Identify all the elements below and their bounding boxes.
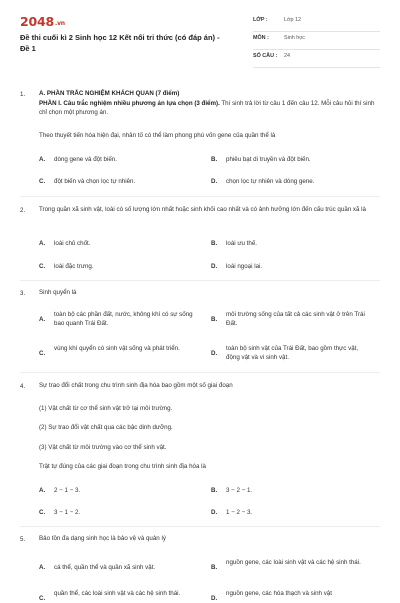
- option-text: loài ưu thế.: [226, 240, 257, 247]
- option-label: D.: [211, 263, 218, 270]
- option-label: C.: [39, 595, 46, 602]
- divider: [20, 372, 380, 373]
- option-text: loài ngoại lai.: [226, 263, 263, 270]
- option-text: 3 − 1 − 2.: [54, 509, 81, 516]
- meta-row-class: [253, 14, 380, 32]
- option-text: 1 − 2 − 3.: [226, 509, 253, 516]
- meta-value: 24: [284, 53, 290, 59]
- option-label: C.: [39, 178, 46, 185]
- option-text: toàn bộ sinh vật của Trái Đất, bao gồm thực vật, động vật và vi sinh vật.: [226, 345, 359, 361]
- meta-key: MÔN :: [253, 35, 269, 41]
- statement: (1) Vật chất từ cơ thể sinh vật trở lại môi trường.: [39, 405, 173, 412]
- question-number: 4.: [20, 383, 26, 390]
- option-text: chọn lọc tự nhiên và dòng gene.: [226, 178, 315, 185]
- statement: (2) Sự trao đổi vật chất qua các bậc dinh dưỡng.: [39, 424, 173, 431]
- meta-value: Sinh học: [284, 35, 305, 41]
- option-label: B.: [211, 487, 218, 494]
- question-text: Sinh quyển là: [39, 289, 77, 296]
- option-text: nguồn gene, các hóa thạch và sinh vật: [226, 590, 332, 597]
- option-text: môi trường sống của tất cả các sinh vật ở trên Trái Đất.: [226, 311, 365, 327]
- site-logo[interactable]: [20, 14, 65, 29]
- statement: (3) Vật chất từ môi trường vào cơ thể sinh vật.: [39, 444, 167, 451]
- option-text: toàn bộ các phần đất, nước, không khí có sự sống bao quanh Trái Đất.: [54, 311, 193, 327]
- question-number: 1.: [20, 91, 26, 98]
- option-text: loài đặc trưng.: [54, 263, 94, 270]
- meta-table: [253, 14, 380, 68]
- option-text: vùng khí quyển có sinh vật sống và phát triển.: [54, 345, 180, 352]
- question-text: Trong quần xã sinh vật, loài có số lượng lớn nhất hoặc sinh khối cao nhất và có ảnh hưởng lớn đến cấu trúc quần xã là: [39, 206, 366, 213]
- part-instruction: Thí sinh trả lời từ câu 1 đến câu 12. Mỗi câu hỏi thí sinh chỉ chọn một phương án.: [39, 99, 375, 116]
- meta-key: LỚP :: [253, 17, 268, 23]
- option-label: D.: [211, 509, 218, 516]
- option-label: D.: [211, 178, 218, 185]
- option-label: D.: [211, 595, 218, 602]
- logo-suffix: .vn: [55, 20, 65, 27]
- option-text: loài chủ chốt.: [54, 240, 91, 247]
- option-label: B.: [211, 564, 218, 571]
- option-text: 3 − 2 − 1.: [226, 487, 253, 494]
- meta-row-subject: [253, 32, 380, 50]
- meta-row-count: [253, 50, 380, 68]
- question-text: Theo thuyết tiến hóa hiện đại, nhân tố có thể làm phong phú vốn gene của quần thể là: [39, 132, 276, 139]
- option-label: C.: [39, 350, 46, 357]
- logo-text: 2048: [20, 14, 54, 29]
- question-section-header: [39, 89, 379, 118]
- option-text: đột biến và chọn lọc tự nhiên.: [54, 178, 136, 185]
- document-header: [0, 0, 400, 66]
- option-text: cá thể, quần thể và quần xã sinh vật.: [54, 564, 156, 571]
- question-number: 5.: [20, 536, 26, 543]
- divider: [20, 280, 380, 281]
- question-text: Sự trao đổi chất trong chu trình sinh địa hóa bao gồm một số giai đoạn: [39, 382, 233, 389]
- option-label: B.: [211, 316, 218, 323]
- question-followup: Trật tự đúng của các giai đoạn trong chu trình sinh địa hóa là: [39, 463, 206, 470]
- option-label: C.: [39, 509, 46, 516]
- option-label: D.: [211, 350, 218, 357]
- section-title: A. PHẦN TRẮC NGHIỆM KHÁCH QUAN (7 điểm): [39, 90, 180, 97]
- option-text: phiêu bạt di truyền và đột biến.: [226, 156, 311, 163]
- option-label: A.: [39, 240, 46, 247]
- option-label: A.: [39, 564, 46, 571]
- option-text: nguồn gene, các loài sinh vật và các hệ sinh thái.: [226, 559, 361, 566]
- option-text: 2 − 1 − 3.: [54, 487, 81, 494]
- option-text: quần thể, các loài sinh vật và các hệ sinh thái.: [54, 590, 181, 597]
- question-number: 2.: [20, 207, 26, 214]
- option-label: C.: [39, 263, 46, 270]
- option-label: B.: [211, 240, 218, 247]
- document-title: Đề thi cuối kì 2 Sinh học 12 Kết nối tri thức (có đáp án) - Đề 1: [20, 33, 220, 53]
- question-number: 3.: [20, 290, 26, 297]
- meta-key: SỐ CÂU :: [253, 53, 278, 59]
- option-label: A.: [39, 487, 46, 494]
- option-label: B.: [211, 156, 218, 163]
- meta-value: Lớp 12: [284, 17, 302, 23]
- part-label: PHẦN I. Câu trắc nghiệm nhiều phương án lựa chọn (3 điểm).: [39, 99, 220, 107]
- divider: [20, 526, 380, 527]
- option-label: A.: [39, 316, 46, 323]
- question-text: Bảo tồn đa dạng sinh học là bảo vệ và quản lý: [39, 535, 166, 542]
- divider: [20, 196, 380, 197]
- option-text: dòng gene và đột biến.: [54, 156, 117, 163]
- option-label: A.: [39, 156, 46, 163]
